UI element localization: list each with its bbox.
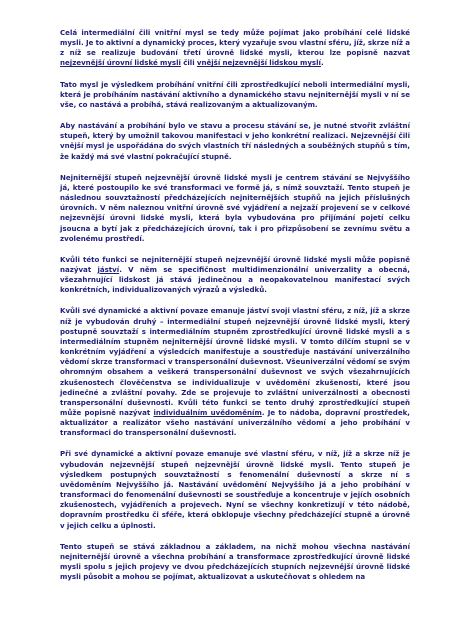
- text-run: .: [320, 58, 324, 68]
- underlined-term: nejzevnější úrovní lidské mysli: [60, 58, 181, 68]
- text-run: Kvůli této funkci se nejniternější stupeň nejzevnější úrovně lidské mysli může popisně nazývat: [60, 254, 410, 274]
- paragraph: [60, 255, 410, 296]
- paragraph: [60, 306, 410, 438]
- paragraph: [60, 449, 410, 530]
- text-run: Při své dynamické a aktivní povaze emanuje své vlastní sféru, v níž, jíž a skrze níž je vybudován nejzevnější stupeň nejzevnější úrovně lidské mysli. Tento stupeň je výsledkem postupných souvztažností s fenomenální duševností a skrze ní s uvědoměním Nejvyššího já. Nastávání uvědomění Nejvyššího já a jeho probíhání v transformaci do fenomenální duševnosti se soustřeďuje a koncentruje v jejích osobních zkušenostech, vyjádřeních a projevech. Nyní se všechny konkretizují v této nádobě, dopravním prostředku či sféře, která obklopuje všechny předcházející stupně a úrovně v jejich celku a úplnosti.: [60, 449, 410, 530]
- paragraph: [60, 173, 410, 244]
- paragraph: [60, 28, 410, 69]
- text-run: Aby nastávání a probíhání bylo ve stavu a procesu stávání se, je nutné stvořit zvláštní stupeň, který by umožnil takovou manifestaci v jeho konkrétní realizaci. Nejzevnější čili vnější mysl je uspořádána do svých vlastních tří následných a souběžných stupňů s tím, že každý má své vlastní pokračující stupně.: [60, 121, 410, 161]
- underlined-term: jáství: [97, 264, 120, 274]
- text-run: Celá intermediální čili vnitřní mysl se tedy může pojímat jako probíhání celé lidské mysli. Je to aktivní a dynamický proces, který vyzařuje svou vlastní sféru, jíž, skrze níž a z níž se realizuje budování třetí úrovně lidské mysli, kterou lze popisně nazvat: [60, 28, 410, 58]
- text-run: Kvůli své dynamické a aktivní povaze emanuje jáství svoji vlastní sféru, z níž, jíž a skrze níž je vybudován druhý – intermediální stupeň nejzevnější úrovně lidské mysli, který postupně souvztaží s intermediálním stupněm zprostředkující úrovně lidské mysli a s intermediálním stupněm nejniternější úrovně lidské mysli. V tomto dílčím stupni se v konkrétním vyjádření a výsledcích manifestuje a soustřeďuje nastávání univerzálního vědomí skrze transformaci v transpersonální duševnost. Všeuniverzální vědomí se svým ohromným obsahem a veškerá transpersonální duševnost ve svých všezahrnujících zkušenostech člověčenstva se individualizuje v uvědomění zkušeností, které jsou jedinečné a zvláštní povahy. Zde se projevuje to zvláštní univerzálnosti a obecnosti transpersonální duševnosti. Kvůli této funkci se tento druhý zprostředkující stupeň může popisně nazývat: [60, 306, 410, 417]
- document-body: [60, 28, 410, 582]
- text-run: . V něm se specifičnost multidimenzionální univerzality a obecná, všezahrnující lidskost já stává jedinečnou a neopakovatelnou manifestací svých konkrétních, individualizovaných výrazů a výsledků.: [60, 264, 410, 295]
- text-run: Tento stupeň se stává základnou a základem, na nichž mohou všechna nastávání nejniternější úrovně a všechna probíhání a transformace zprostředkující úrovně lidské mysli spolu s jejich projevy ve dvou předcházejících stupních nejzevnější úrovně lidské mysli působit a mohou se pojímat, aktualizovat a uskutečňovat s ohledem na: [60, 541, 410, 582]
- text-run: . Je to nádoba, dopravní prostředek, aktualizátor a realizátor všeho nastávání univerzálního vědomí a jeho probíhání v transformaci do transpersonální duševnosti.: [60, 408, 410, 438]
- text-run: čili: [180, 58, 197, 68]
- underlined-term: individuálním uvědoměním: [153, 408, 262, 417]
- text-run: Nejniternější stupeň nejzevnější úrovně lidské mysli je centrem stávání se Nejvyššího já, které postoupilo ke své transformaci ve formě já, s nímž souvztaží. Tento stupeň je následnou souvztažností předcházejících nejniternějších stupňů na jejich příslušných úrovních. V něm naleznou vnitřní úrovně své vyjádření a nejzaží projevení se v celkové nejzevnější úrovni lidské mysli, která byla vybudována pro přijímání pojetí celku jsoucna a bytí jak z předcházejících úrovní, tak i pro přizpůsobení se zevnímu světu a zvolenému prostředí.: [60, 172, 410, 243]
- paragraph: [60, 80, 410, 110]
- underlined-term: vnější nejzevnější lidskou myslí: [196, 58, 321, 68]
- paragraph: [60, 542, 410, 583]
- text-run: Tato mysl je výsledkem probíhání vnitřní čili zprostředkující neboli intermediální mysli, která je probíháním nastávání aktivního a dynamického stavu nejniternější mysli v ní se vše, co nastává a probíhá, stává realizovaným a aktualizovaným.: [60, 79, 410, 109]
- paragraph: [60, 121, 410, 162]
